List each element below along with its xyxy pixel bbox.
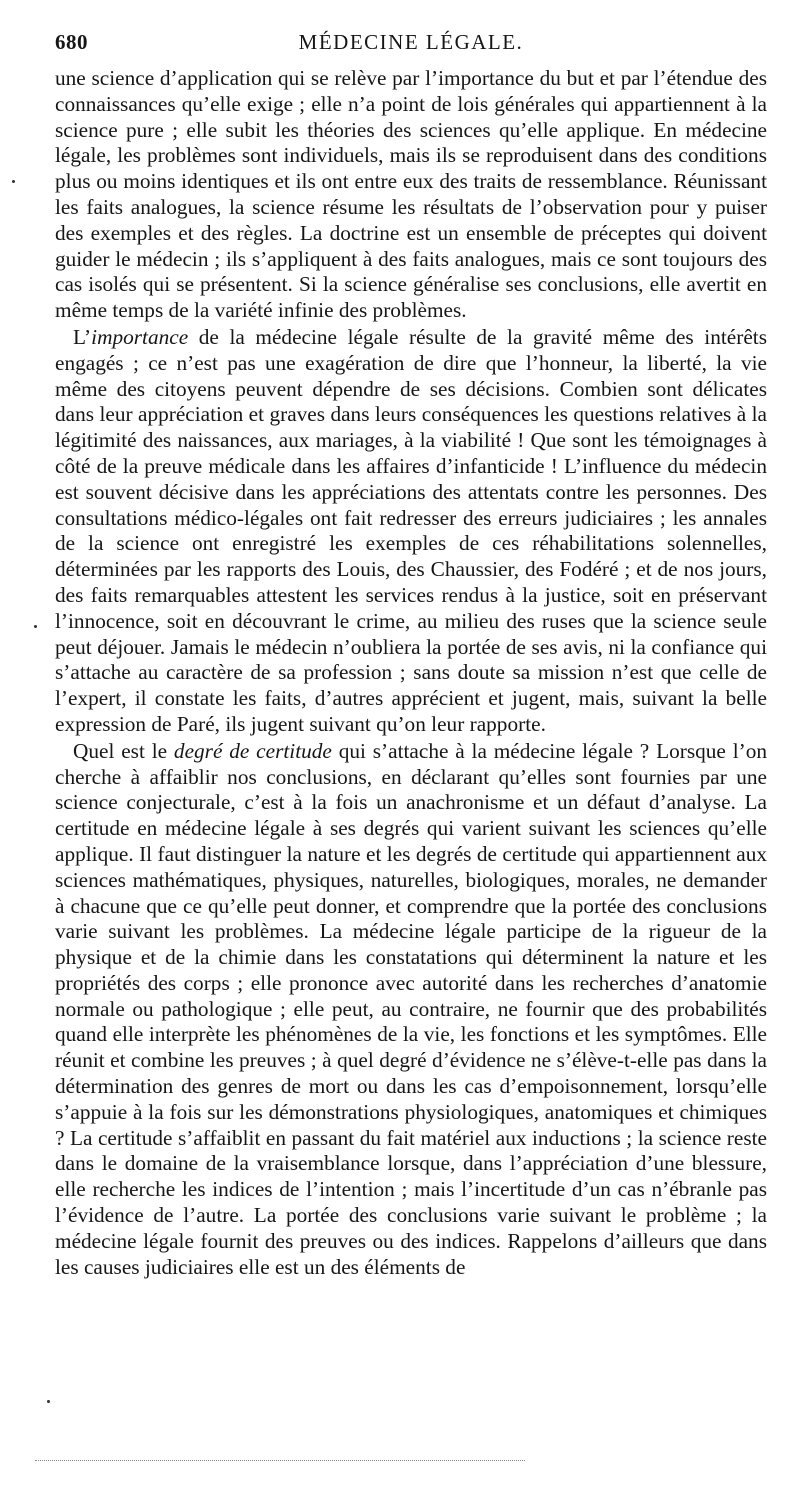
paragraph-degre-de-certitude <box>55 739 767 1281</box>
print-speck <box>34 625 37 628</box>
paragraph-text: Quel est le <box>73 738 174 763</box>
italic-term-degre-de-certitude: degré de certitude <box>173 738 332 763</box>
paragraph-importance <box>55 325 767 738</box>
paragraph-text: une science d’application qui se relève par l’importance du but et par l’étendue des connaissances qu’elle exige ; elle n’a point de lois générales qui appartiennent à la science pure ; elle subit les théories des sciences qu’elle applique. En médecine légale, les problèmes sont individuels, mais ils se reproduisent dans des conditions plus ou moins identiques et ils ont entre eux des traits de ressemblance. Réunissant les faits analogues, la science résume les résultats de l’observation pour y puiser des exemples et des règles. La doctrine est un ensemble de préceptes qui doivent guider le médecin ; ils s’appliquent à des faits analogues, mais ce sont toujours des cas isolés qui se présentent. Si la science généralise ses conclusions, elle avertit en même temps de la variété infinie des problèmes. <box>55 66 767 323</box>
running-title: MÉDECINE LÉGALE. <box>298 30 524 54</box>
italic-term-importance: importance <box>91 324 189 349</box>
paragraph-intro-continuation <box>55 66 767 324</box>
paragraph-text: L’ <box>73 324 92 349</box>
print-speck <box>12 180 15 183</box>
paragraph-text: de la médecine légale résulte de la gravité même des intérêts engagés ; ce n’est pas une exagération de dire que l’honneur, la liberté, la vie même des citoyens peuvent dépendre de ses décisions. Combien sont délicates dans leur appréciation et graves dans leurs conséquences les questions relatives à la légitimité des naissances, aux mariages, à la viabilité ! Que sont les témoignages à côté de la preuve médicale dans les affaires d’infanticide ! L’influence du médecin est souvent décisive dans les appréciations des attentats contre les personnes. Des consultations médico-légales ont fait redresser des erreurs judiciaires ; les annales de la science ont enregistré les exemples de ces réhabilitations solennelles, déterminées par les rapports des Louis, des Chaussier, des Fodéré ; et de nos jours, des faits remarquables attestent les services rendus à la justice, soit en préservant l’innocence, soit en découvrant le crime, au milieu des ruses que la science seule peut déjouer. Jamais le médecin n’oubliera la portée de ses avis, ni la confiance qui s’attache au caractère de sa profession ; sans doute sa mission n’est que celle de l’expert, il constate les faits, d’autres apprécient et jugent, mais, suivant la belle expression de Paré, ils jugent suivant qu’on leur rapporte. <box>55 324 767 736</box>
running-head <box>55 30 767 60</box>
paragraph-text: qui s’attache à la médecine légale ? Lorsque l’on cherche à affaiblir nos conclusions, en déclarant qu’elles sont fournies par une science conjecturale, c’est à la fois un anachronisme et un défaut d’analyse. La certitude en médecine légale à ses degrés qui varient suivant les sciences qu’elle applique. Il faut distinguer la nature et les degrés de certitude qui appartiennent aux sciences mathématiques, physiques, naturelles, biologiques, morales, ne demander à chacune que ce qu’elle peut donner, et comprendre que la portée des conclusions varie suivant les problèmes. La médecine légale participe de la rigueur de la physique et de la chimie dans les constatations qui déterminent la nature et les propriétés des corps ; elle prononce avec autorité dans les recherches d’anatomie normale ou pathologique ; elle peut, au contraire, ne fournir que des probabilités quand elle interprète les phénomènes de la vie, les fonctions et les symptômes. Elle réunit et combine les preuves ; à quel degré d’évidence ne s’élève-t-elle pas dans la détermination des genres de mort ou dans les cas d’empoisonnement, lorsqu’elle s’appuie à la fois sur les démonstrations physiologiques, anatomiques et chimiques ? La certitude s’affaiblit en passant du fait matériel aux inductions ; la science reste dans le domaine de la vraisemblance lorsque, dans l’appréciation d’une blessure, elle recherche les indices de l’intention ; mais l’incertitude d’un cas n’ébranle pas l’évidence de l’autre. La portée des conclusions varie suivant le problème ; la médecine légale fournit des preuves ou des indices. Rappelons d’ailleurs que dans les causes judiciaires elle est un des éléments de <box>55 738 768 1279</box>
page-number: 680 <box>55 30 88 54</box>
footer-rule <box>35 1460 525 1461</box>
body-text <box>55 66 767 1280</box>
print-speck <box>47 1400 50 1403</box>
